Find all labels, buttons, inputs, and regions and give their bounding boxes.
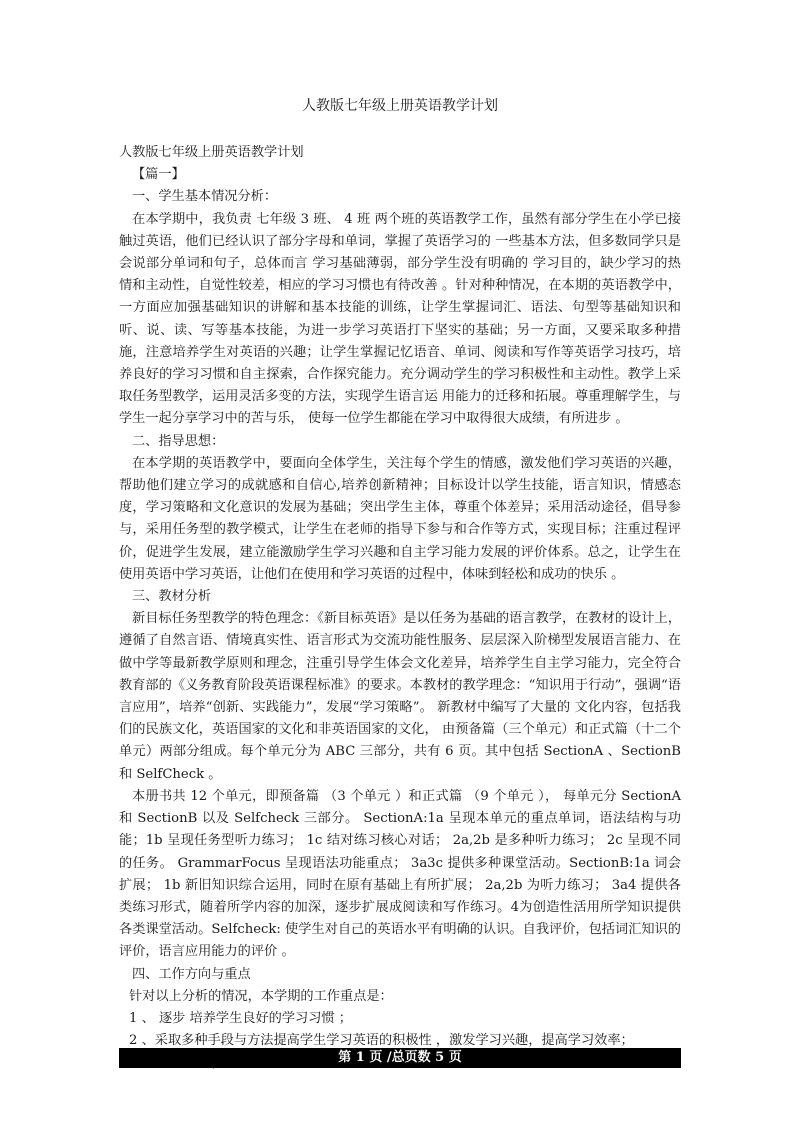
section-1-paragraph: 在本学期中，我负责 七年级 3 班、 4 班 两个班的英语教学工作，虽然有部分学生在小学已接触过英语，他们已经认识了部分字母和单词，掌握了英语学习的 一些基本方法，但多数同学只是会说部分单词和句子，总体而言 学习基础薄弱，部分学生没有明确的 学习目的，缺少学习的热情和主动性，自觉性较差，相应的学习习惯也有待改善 。针对种种情况，在本期的英语教学中，一方面应加强基础知识的讲解和基本技能的训练，让学生掌握词汇、语法、句型等基础知识和听、说、读、写等基本技能，为进一步学习英语打下坚实的基础；另一方面，又要采取多种措施，注意培养学生对英语的兴趣；让学生掌握记忆语音、单词、阅读和写作等英语学习技巧，培养良好的学习习惯和自主探索，合作探究能力。充分调动学生的学习积极性和主动性。教学上采取任务型教学，运用灵活多变的方法，实现学生语言运 用能力的迁移和拓展。尊重理解学生，与学生一起分享学习中的苦与乐， 使每一位学生都能在学习中取得很大成绩，有所进步 。 bbox=[119, 211, 681, 427]
section-2-heading: 二、指导思想： bbox=[132, 433, 225, 449]
section-4-item-1: 1 、 逐步 培养学生良好的学习习惯 ； bbox=[129, 1010, 352, 1026]
section-1-heading: 一、学生基本情况分析： bbox=[132, 189, 278, 205]
section-3-paragraph-2: 本册书共 12 个单元，即预备篇 （3 个单元 ）和正式篇 （9 个单元 ）， 每单元分 SectionA 和 SectionB 以及 Selfcheck 三部分。 SectionA:1a 呈现本单元的重点单词，语法结构与功能；1b 呈现任务型听力练习； 1c 结对练习核心对话； 2a,2b 是多种听力练习； 2c 呈现不同的任务。 GrammarFocus 呈现语法功能重点； 3a3c 提供多种课堂活动。SectionB:1a 词会扩展； 1b 新旧知识综合运用，同时在原有基础上有所扩展； 2a,2b 为听力练习； 3a4 提供各类练习形式，随着所学内容的加深，逐步扩展成阅读和写作练习。4为创造性活用所学知识提供各类课堂活动。Selfcheck: 使学生对自己的英语水平有明确的认识。自我评价，包括词汇知识的评价，语言应用能力的评价 。 bbox=[119, 788, 681, 960]
section-4-item-2: 2 、采取多种手段与方法提高学生学习英语的积极性 ，激发学习兴趣，提高学习效率； bbox=[129, 1033, 634, 1049]
subtitle: 人教版七年级上册英语教学计划 bbox=[119, 145, 304, 160]
document-title: 人教版七年级上册英语教学计划 bbox=[302, 98, 498, 114]
section-3-paragraph-1: 新目标任务型教学的特色理念：《新目标英语》是以任务为基础的语言教学，在教材的设计上，遵循了自然言语、情境真实性、语言形式为交流功能性服务、层层深入阶梯型发展语言能力、在做中学等最新教学原则和理念，注重引导学生体会文化差异，培养学生自主学习能力，完全符合教育部的《义务教育阶段英语课程标准》的要求。本教材的教学理念：“知识用于行动”，强调“语言应用”，培养“创新、实践能力”，发展“学习策略”。 新教材中编写了大量的 文化内容，包括我们的民族文化，英语国家的文化和非英语国家的文化， 由预备篇（三个单元）和正式篇（十二个单元）两部分组成。每个单元分为 ABC 三部分，共有 6 页。其中包括 SectionA 、SectionB 和 SelfCheck 。 bbox=[119, 611, 681, 782]
document-body bbox=[119, 142, 681, 1075]
section-4-heading: 四、工作方向与重点 bbox=[132, 966, 251, 982]
section-3-heading: 三、教材分析 bbox=[132, 589, 212, 605]
section-2-paragraph: 在本学期的英语教学中，要面向全体学生，关注每个学生的情感，激发他们学习英语的兴趣，帮助他们建立学习的成就感和自信心,培养创新精神；目标设计以学生技能，语言知识，情感态度，学习策略和文化意识的发展为基础；突出学生主体，尊重个体差异；采用活动途径，倡导参与，采用任务型的教学模式，让学生在老师的指导下参与和合作等方式，实现目标；注重过程评价，促进学生发展，建立能激励学生学习兴趣和自主学习能力发展的评价体系。总之，让学生在使用英语中学习英语，让他们在使用和学习英语的过程中，体味到轻松和成功的快乐 。 bbox=[119, 455, 681, 582]
page-footer: 第 1 页 /总页数 5 页 bbox=[119, 1048, 681, 1068]
section-4-intro: 针对以上分析的情况，本学期的工作重点是： bbox=[129, 988, 393, 1004]
part-label: 【篇一】 bbox=[132, 167, 185, 183]
